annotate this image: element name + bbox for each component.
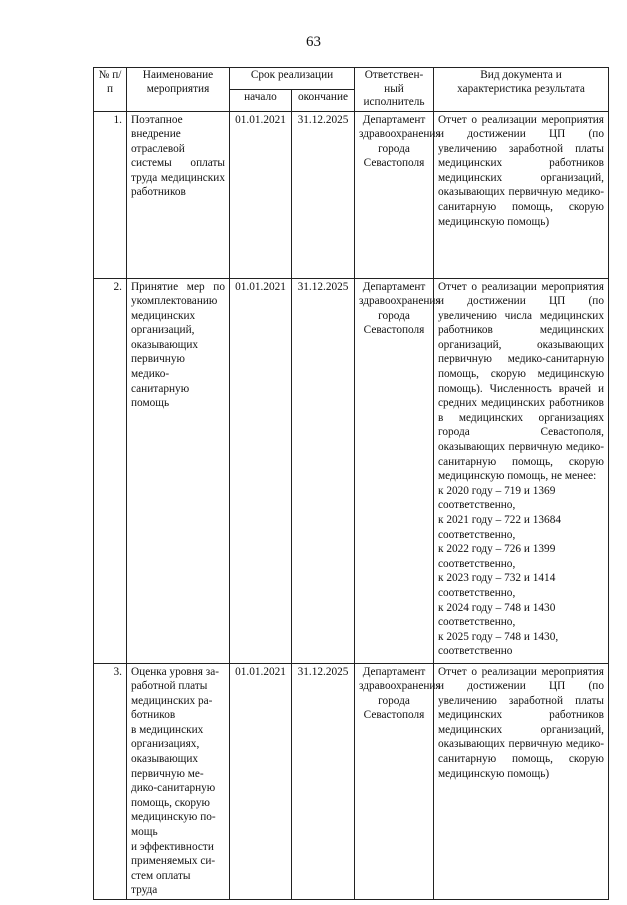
row-end: 31.12.2025 [292, 278, 355, 663]
header-responsible: Ответствен- ный исполнитель [355, 68, 434, 112]
result-years-list [438, 484, 604, 659]
result-year-line: соответственно [438, 645, 513, 658]
row-name: Оценка уровня за- работной платы медицинских ра- ботников в медицинских организациях, оказывающих первичную ме- дико-санитарную помощь, скорую медицинскую по- мощь и эффективности применяемых си- стем оплаты труда [127, 663, 230, 900]
header-num: № п/п [94, 68, 127, 112]
result-year-line: к 2020 году – 719 и 1369 [438, 484, 556, 497]
row-responsible: Департамент здравоохранения города Севастополя [355, 278, 434, 663]
header-start: начало [230, 89, 292, 111]
row-name: Принятие мер по укомплектованию медицинских организаций, оказывающих первичную медико-санитарную помощь [127, 278, 230, 663]
row-start: 01.01.2021 [230, 278, 292, 663]
result-year-line: к 2021 году – 722 и 13684 [438, 514, 561, 526]
result-year-line: к 2023 году – 732 и 1414 [438, 572, 556, 585]
row-num: 2. [94, 278, 127, 663]
measures-table [93, 67, 609, 900]
row-end: 31.12.2025 [292, 663, 355, 900]
row-result: Отчет о реализации мероприятия и достижении ЦП (по увеличению заработной платы медицинских работников медицинских организаций, оказывающих первичную медико-санитарную помощь, скорую медицинскую помощь) [434, 111, 609, 278]
result-year-line: соответственно, [438, 528, 516, 541]
result-year-line: соответственно, [438, 616, 516, 629]
table-row [94, 111, 609, 278]
row-start: 01.01.2021 [230, 111, 292, 278]
result-year-line: соответственно, [438, 586, 516, 599]
row-responsible: Департамент здравоохранения города Севастополя [355, 663, 434, 900]
result-year-line: соответственно, [438, 499, 516, 512]
result-year-line: к 2024 году – 748 и 1430 [438, 601, 556, 614]
row-result: Отчет о реализации мероприятия и достижении ЦП (по увеличению заработной платы медицинских работников медицинских организаций, оказывающих первичную медико-санитарную помощь, скорую медицинскую помощь) [434, 663, 609, 900]
table-row [94, 278, 609, 663]
row-result [434, 278, 609, 663]
result-text: Отчет о реализации мероприятия и достижении ЦП (по увеличению числа медицинских работников медицинских организаций, оказывающих первичную медико-санитарную помощь, скорую медицинскую помощь). Численность врачей и средних медицинских работников в медицинских организациях города Севастополя, оказывающих первичную медико-санитарную помощь, скорую медицинскую помощь, не менее: [438, 280, 605, 483]
header-period: Срок реализации [230, 68, 355, 90]
result-year-line: соответственно, [438, 557, 516, 570]
row-num: 1. [94, 111, 127, 278]
row-name: Поэтапное внедрение отраслевой системы оплаты труда медицинских работников [127, 111, 230, 278]
page-number: 63 [306, 34, 321, 50]
header-result: Вид документа и характеристика результата [434, 68, 609, 112]
row-end: 31.12.2025 [292, 111, 355, 278]
row-responsible: Департамент здравоохранения города Севастополя [355, 111, 434, 278]
header-end: окончание [292, 89, 355, 111]
result-year-line: к 2022 году – 726 и 1399 [438, 543, 556, 556]
table-header-row [94, 68, 609, 90]
row-num: 3. [94, 663, 127, 900]
header-name: Наименование мероприятия [127, 68, 230, 112]
row-start: 01.01.2021 [230, 663, 292, 900]
table-row [94, 663, 609, 900]
result-year-line: к 2025 году – 748 и 1430, [438, 630, 559, 643]
